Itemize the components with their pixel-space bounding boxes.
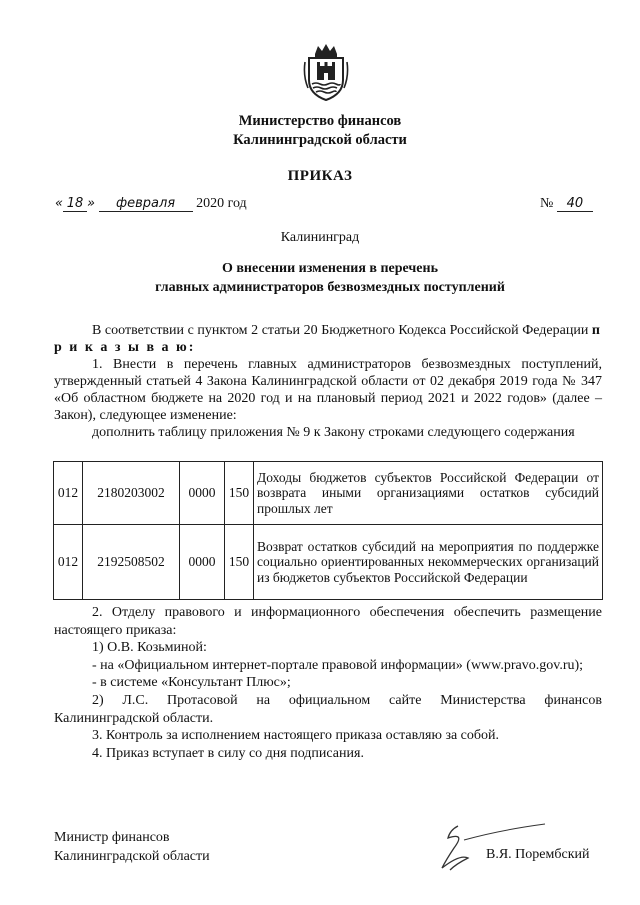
table-cell-sub: 0000: [180, 525, 225, 600]
number-prefix: №: [540, 196, 554, 211]
order-subject: [60, 259, 600, 297]
ministry-line-1: Министерство финансов: [238, 113, 402, 129]
table-cell-sub: 0000: [180, 462, 225, 525]
order-body-part1: [54, 322, 602, 441]
order-title: ПРИКАЗ: [287, 168, 353, 184]
revenue-table: [53, 461, 603, 600]
item-2: 2. Отделу правового и информационного обеспечения обеспечить размещение настоящего приказа:: [54, 605, 602, 638]
signer-title: [54, 828, 210, 866]
table-cell-kosgu: 150: [225, 525, 254, 600]
item-2-p1: 1) О.В. Козьминой:: [92, 640, 207, 656]
date-quote-close: »: [87, 196, 96, 211]
ministry-header: [0, 112, 640, 150]
table-cell-code: 012: [54, 462, 83, 525]
table-cell-kbk: 2192508502: [83, 525, 180, 600]
table-cell-desc: Возврат остатков субсидий на мероприятия по поддержке социально ориентированных некоммерческих организаций из бюджетов субъектов Российской Федерации: [254, 525, 603, 600]
city: Калининград: [280, 230, 360, 245]
signer-title-line-2: Калининградской области: [54, 849, 210, 864]
table-cell-desc: Доходы бюджетов субъектов Российской Федерации от возврата иными организациями остатков субсидий прошлых лет: [254, 462, 603, 525]
item-4: 4. Приказ вступает в силу со дня подписания.: [92, 745, 364, 761]
preamble-text: В соответствии с пунктом 2 статьи 20 Бюджетного Кодекса Российской Федерации: [92, 323, 592, 338]
ministry-line-2: Калининградской области: [233, 132, 407, 148]
coat-of-arms-icon: [303, 42, 349, 102]
table-cell-code: 012: [54, 525, 83, 600]
item-2-p1a: - на «Официальном интернет-портале правовой информации» (www.pravo.gov.ru);: [92, 657, 584, 673]
order-date: [55, 196, 247, 212]
number-value: 40: [557, 196, 593, 212]
subject-line-2: главных администраторов безвозмездных поступлений: [155, 280, 505, 295]
order-body-part2: [54, 604, 602, 762]
subject-line-1: О внесении изменения в перечень: [221, 261, 438, 276]
order-number: [540, 196, 593, 212]
item-2-p2: 2) Л.С. Протасовой на официальном сайте Министерства финансов Калининградской области.: [54, 692, 602, 726]
item-1-sub: дополнить таблицу приложения № 9 к Закону строками следующего содержания: [92, 425, 575, 440]
signer-name: В.Я. Порембский: [486, 847, 590, 862]
signer-title-line-1: Министр финансов: [54, 830, 170, 845]
table-row: [54, 525, 603, 600]
item-3: 3. Контроль за исполнением настоящего приказа оставляю за собой.: [92, 728, 500, 744]
date-day: 18: [63, 196, 87, 212]
item-1: 1. Внести в перечень главных администраторов безвозмездных поступлений, утвержденный статьей 4 Закона Калининградской области от 02 декабря 2019 года № 347 «Об областном бюджете на 2020 год и на плановый период 2021 и 2022 годов» (далее – Закон), следующее изменение:: [54, 357, 602, 423]
preamble-paragraph: [54, 322, 602, 356]
date-quote-open: «: [55, 196, 64, 211]
table-cell-kbk: 2180203002: [83, 462, 180, 525]
item-2-p1b: - в системе «Консультант Плюс»;: [92, 675, 291, 691]
table-cell-kosgu: 150: [225, 462, 254, 525]
date-month: февраля: [99, 196, 193, 212]
date-year: 2020 год: [196, 196, 247, 211]
order-word: п р и к а з ы в а ю:: [54, 323, 602, 355]
table-row: [54, 462, 603, 525]
